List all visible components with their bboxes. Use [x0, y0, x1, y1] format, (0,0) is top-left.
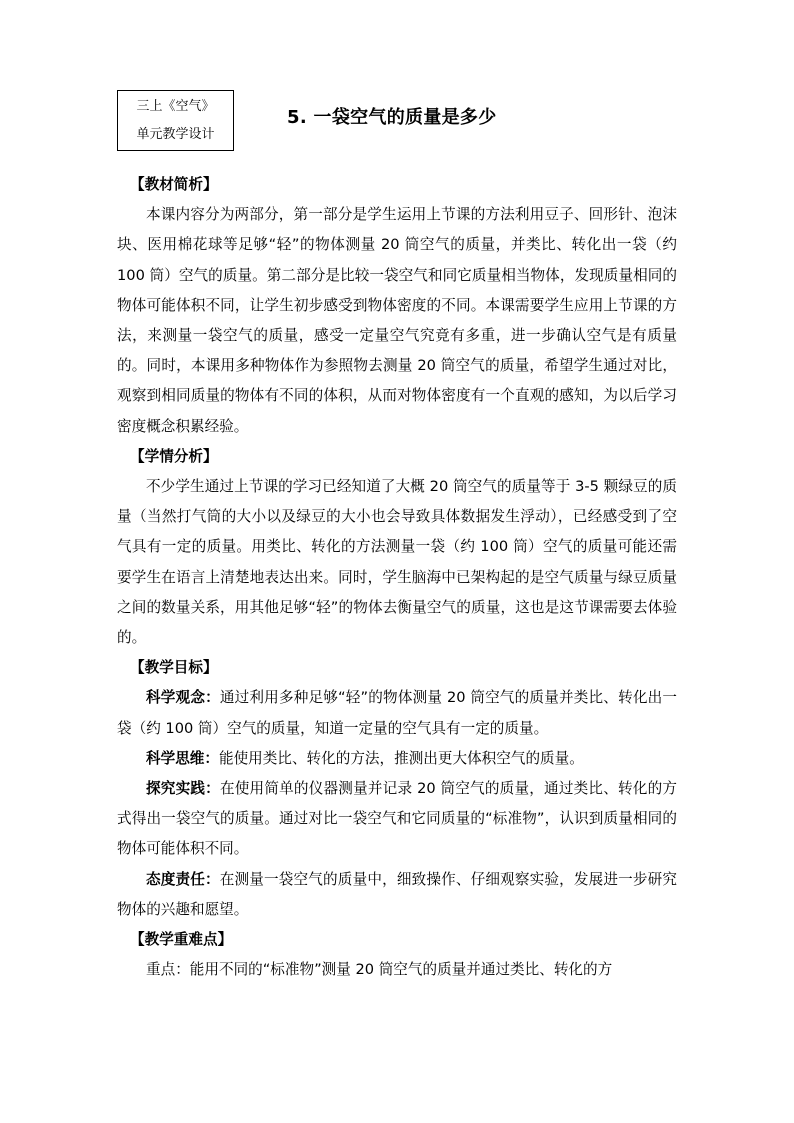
goal-thinking — [117, 744, 677, 774]
goal-attitude-label: 态度责任： — [146, 870, 220, 888]
lesson-title: 5. 一袋空气的质量是多少 — [287, 107, 497, 128]
goal-attitude-text: 在测量一袋空气的质量中，细致操作、仔细观察实验，发展进一步研究物体的兴趣和愿望。 — [117, 870, 677, 918]
section-heading-goals: 【教学目标】 — [130, 659, 218, 677]
goal-thinking-label: 科学思维： — [146, 749, 219, 767]
paragraph-key-points: 重点：能用不同的“标准物”测量 20 筒空气的质量并通过类比、转化的方 — [146, 961, 613, 979]
section-heading-textbook: 【教材简析】 — [130, 176, 218, 193]
goal-concept — [117, 683, 677, 743]
section-heading-student: 【学情分析】 — [130, 447, 218, 465]
goal-thinking-text: 能使用类比、转化的方法，推测出更大体积空气的质量。 — [218, 749, 584, 767]
goal-concept-label: 科学观念： — [146, 689, 220, 707]
unit-label-line1: 三上《空气》 — [136, 99, 215, 114]
goal-attitude — [117, 865, 677, 925]
unit-label-line2: 单元教学设计 — [136, 127, 215, 142]
goal-concept-text: 通过利用多种足够“轻”的物体测量 20 筒空气的质量并类比、转化出一袋（约 100 筒）空气的质量，知道一定量的空气具有一定的质量。 — [117, 689, 677, 737]
paragraph-textbook: 本课内容分为两部分，第一部分是学生运用上节课的方法利用豆子、回形针、泡沫块、医用棉花球等足够“轻”的物体测量 20 筒空气的质量，并类比、转化出一袋（约 100 筒）空气的质量。第二部分是比较一袋空气和同它质量相当物体，发现质量相同的物体可能体积不同，让学生初步感受到物体密度的不同。本课需要学生应用上节课的方法，来测量一袋空气的质量，感受一定量空气究竟有多重，进一步确认空气是有质量的。同时，本课用多种物体作为参照物去测量 20 筒空气的质量，希望学生通过对比，观察到相同质量的物体有不同的体积，从而对物体密度有一个直观的感知，为以后学习密度概念积累经验。 — [117, 206, 677, 435]
section-heading-key-points: 【教学重难点】 — [130, 931, 233, 949]
goal-practice-text: 在使用简单的仪器测量并记录 20 筒空气的质量，通过类比、转化的方式得出一袋空气的质量。通过对比一袋空气和它同质量的“标准物”，认识到质量相同的物体可能体积不同。 — [117, 780, 677, 858]
unit-label-box — [117, 90, 234, 151]
goal-practice-label: 探究实践： — [146, 780, 220, 798]
goal-practice — [117, 774, 677, 865]
document-body — [117, 170, 677, 985]
paragraph-student: 不少学生通过上节课的学习已经知道了大概 20 筒空气的质量等于 3-5 颗绿豆的质量（当然打气筒的大小以及绿豆的大小也会导致具体数据发生浮动），已经感受到了空气具有一定的质量。用类比、转化的方法测量一袋（约 100 筒）空气的质量可能还需要学生在语言上清楚地表达出来。同时，学生脑海中已架构起的是空气质量与绿豆质量之间的数量关系，用其他足够“轻”的物体去衡量空气的质量，这也是这节课需要去体验的。 — [117, 478, 677, 647]
